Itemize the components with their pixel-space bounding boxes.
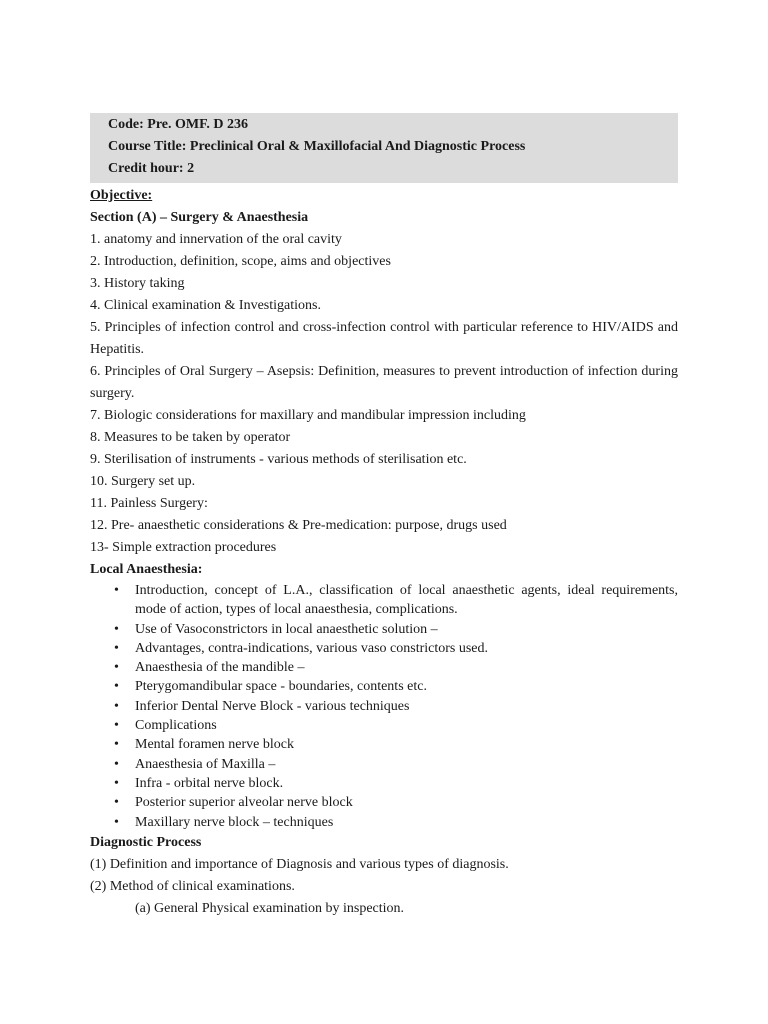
bullet-item-text: Introduction, concept of L.A., classification of local anaesthetic agents, ideal requirements, mode of action, types of local anaesthesia, complications. bbox=[135, 583, 678, 618]
document-page bbox=[90, 113, 678, 920]
bullet-icon: • bbox=[114, 583, 119, 598]
course-title: Course Title: Preclinical Oral & Maxillofacial And Diagnostic Process bbox=[108, 139, 526, 154]
bullet-item-text: Use of Vasoconstrictors in local anaesthetic solution – bbox=[135, 621, 438, 637]
objective-heading: Objective: bbox=[90, 188, 153, 203]
bullet-icon: • bbox=[114, 814, 119, 830]
credit-hour: Credit hour: 2 bbox=[108, 161, 195, 176]
section-a-item: 12. Pre- anaesthetic considerations & Pre-medication: purpose, drugs used bbox=[90, 518, 507, 533]
bullet-item-text: Advantages, contra-indications, various vaso constrictors used. bbox=[135, 640, 489, 656]
bullet-item-text: Pterygomandibular space - boundaries, contents etc. bbox=[135, 679, 427, 695]
course-code: Code: Pre. OMF. D 236 bbox=[108, 117, 248, 132]
section-a-item: 2. Introduction, definition, scope, aims and objectives bbox=[90, 254, 391, 269]
bullet-item bbox=[114, 716, 678, 735]
bullet-item bbox=[114, 813, 678, 832]
bullet-item-text: Anaesthesia of the mandible – bbox=[135, 660, 305, 676]
bullet-icon: • bbox=[114, 621, 119, 637]
bullet-icon: • bbox=[114, 775, 119, 791]
section-a-item: 13- Simple extraction procedures bbox=[90, 540, 277, 555]
diagnostic-sub-item: (a) General Physical examination by inspection. bbox=[135, 900, 405, 916]
bullet-item bbox=[114, 677, 678, 696]
section-a-item: 6. Principles of Oral Surgery – Asepsis: Definition, measures to prevent introduction of infection during surgery. bbox=[90, 364, 678, 401]
bullet-icon: • bbox=[114, 640, 119, 656]
bullet-item-text: Anaesthesia of Maxilla – bbox=[135, 756, 276, 772]
bullet-item bbox=[114, 774, 678, 793]
course-header-box bbox=[90, 113, 678, 183]
section-a-item: 11. Painless Surgery: bbox=[90, 496, 208, 511]
section-a-item: 7. Biologic considerations for maxillary and mandibular impression including bbox=[90, 408, 526, 423]
bullet-item bbox=[114, 620, 678, 639]
bullet-icon: • bbox=[114, 756, 119, 772]
section-a-item: 8. Measures to be taken by operator bbox=[90, 430, 291, 445]
local-anaesthesia-heading: Local Anaesthesia: bbox=[90, 562, 203, 577]
section-a-item: 3. History taking bbox=[90, 276, 185, 291]
bullet-icon: • bbox=[114, 795, 119, 811]
bullet-item-text: Infra - orbital nerve block. bbox=[135, 775, 284, 791]
diagnostic-item: (1) Definition and importance of Diagnosis and various types of diagnosis. bbox=[90, 856, 509, 872]
bullet-item bbox=[114, 697, 678, 716]
bullet-icon: • bbox=[114, 718, 119, 734]
section-a-item: 9. Sterilisation of instruments - various methods of sterilisation etc. bbox=[90, 452, 467, 467]
diagnostic-item: (2) Method of clinical examinations. bbox=[90, 878, 295, 894]
bullet-item-text: Mental foramen nerve block bbox=[135, 737, 294, 753]
bullet-icon: • bbox=[114, 660, 119, 676]
bullet-item bbox=[114, 793, 678, 812]
bullet-icon: • bbox=[114, 679, 119, 695]
section-a-item: 4. Clinical examination & Investigations. bbox=[90, 298, 321, 313]
bullet-item-text: Maxillary nerve block – techniques bbox=[135, 814, 334, 830]
section-a-item: 5. Principles of infection control and cross-infection control with particular reference to HIV/AIDS and Hepatitis. bbox=[90, 320, 678, 357]
section-a-item: 10. Surgery set up. bbox=[90, 474, 196, 489]
bullet-item bbox=[114, 755, 678, 774]
local-anaesthesia-list bbox=[90, 581, 678, 832]
bullet-icon: • bbox=[114, 698, 119, 714]
bullet-item-text: Complications bbox=[135, 718, 217, 734]
section-a-list bbox=[90, 229, 678, 559]
bullet-item bbox=[114, 658, 678, 677]
bullet-item-text: Inferior Dental Nerve Block - various techniques bbox=[135, 698, 410, 714]
bullet-item-text: Posterior superior alveolar nerve block bbox=[135, 795, 353, 811]
diagnostic-process-heading: Diagnostic Process bbox=[90, 834, 202, 850]
section-a-item: 1. anatomy and innervation of the oral cavity bbox=[90, 232, 342, 247]
bullet-icon: • bbox=[114, 737, 119, 753]
bullet-item bbox=[114, 581, 678, 620]
bullet-item bbox=[114, 639, 678, 658]
section-a-heading: Section (A) – Surgery & Anaesthesia bbox=[90, 210, 309, 225]
bullet-item bbox=[114, 735, 678, 754]
